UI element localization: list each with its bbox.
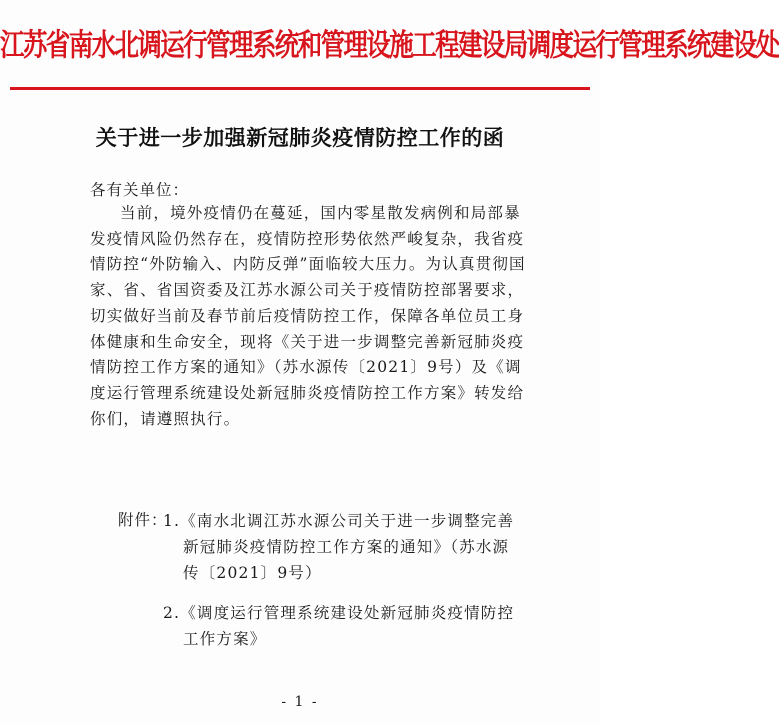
body-line: 情防控工作方案的通知》（苏水源传〔2021〕9号）及《调 xyxy=(90,358,522,377)
attachment-number: 1. xyxy=(163,512,181,530)
body-line: 切实做好当前及春节前后疫情防控工作，保障各单位员工身 xyxy=(90,306,525,325)
attachment-line: 《调度运行管理系统建设处新冠肺炎疫情防控 xyxy=(180,604,515,622)
attachment-item xyxy=(163,508,523,586)
body-line: 发疫情风险仍然存在，疫情防控形势依然严峻复杂，我省疫 xyxy=(90,229,525,248)
attachment-item xyxy=(163,600,523,652)
attachment-line: 《南水北调江苏水源公司关于进一步调整完善 xyxy=(180,512,515,530)
red-divider xyxy=(10,87,590,90)
body-line: 体健康和生命安全，现将《关于进一步调整完善新冠肺炎疫 xyxy=(90,332,525,351)
body-line: 家、省、省国资委及江苏水源公司关于疫情防控部署要求， xyxy=(90,281,525,300)
attachment-line: 工作方案》 xyxy=(183,630,267,648)
salutation: 各有关单位： xyxy=(90,181,190,199)
attachments-label: 附件： xyxy=(118,511,168,529)
document-title: 关于进一步加强新冠肺炎疫情防控工作的函 xyxy=(95,125,505,150)
attachment-line: 新冠肺炎疫情防控工作方案的通知》（苏水源 xyxy=(183,538,510,556)
body-line: 当前，境外疫情仍在蔓延，国内零星散发病例和局部暴 xyxy=(120,204,521,222)
body-line: 情防控“外防输入、内防反弹”面临较大压力。为认真贯彻国 xyxy=(90,255,526,274)
body-line: 度运行管理系统建设处新冠肺炎疫情防控工作方案》转发给 xyxy=(90,383,525,402)
attachment-number: 2. xyxy=(163,604,181,622)
page-number: - 1 - xyxy=(281,694,319,710)
attachment-line: 传〔2021〕9号） xyxy=(183,564,322,582)
attachment-first-line xyxy=(163,508,523,534)
body-line: 你们，请遵照执行。 xyxy=(90,409,241,428)
attachment-first-line xyxy=(163,600,523,626)
issuer-header: 江苏省南水北调运行管理系统和管理设施工程建设局调度运行管理系统建设处 xyxy=(0,26,779,63)
body-paragraph xyxy=(90,201,526,432)
